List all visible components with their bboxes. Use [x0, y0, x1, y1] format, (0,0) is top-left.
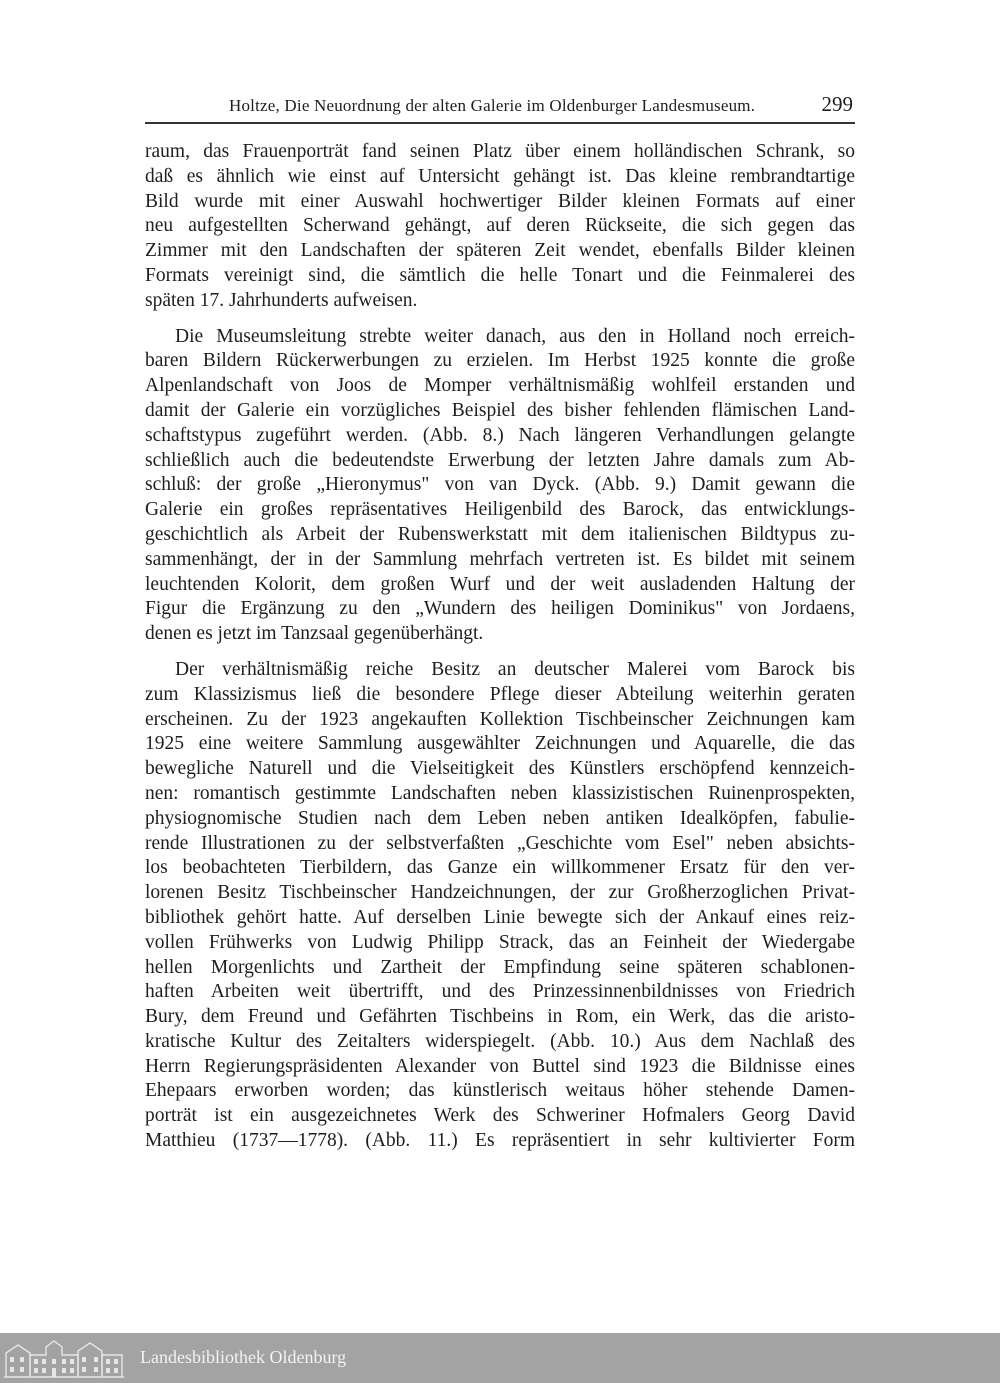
text-line: Der verhältnismäßig reiche Besitz an deutscher Malerei vom Barock bis: [175, 658, 855, 680]
running-header-title: Holtze, Die Neuordnung der alten Galerie im Oldenburger Landesmuseum.: [229, 96, 756, 115]
text-line: schluß: der große „Hieronymus" von van Dyck. (Abb. 9.) Damit gewann die: [145, 474, 855, 496]
text-line: Matthieu (1737—1778). (Abb. 11.) Es repräsentiert in sehr kultivierter Form: [145, 1130, 855, 1152]
text-line: bibliothek gehört hatte. Auf derselben Linie bewegte sich der Ankauf eines reiz-: [145, 906, 855, 928]
text-line: lorenen Besitz Tischbeinscher Handzeichnungen, der zur Großherzoglichen Privat-: [145, 882, 855, 904]
text-line: haften Arbeiten weit übertrifft, und des Prinzessinnenbildnisses von Friedrich: [145, 981, 855, 1003]
text-line: späten 17. Jahrhunderts aufweisen.: [145, 289, 418, 311]
text-line: denen es jetzt im Tanzsaal gegenüberhängt.: [145, 623, 484, 645]
text-line: Herrn Regierungspräsidenten Alexander von Buttel sind 1923 die Bildnisse eines: [145, 1055, 855, 1077]
text-line: kratische Kultur des Zeitalters widerspiegelt. (Abb. 10.) Aus dem Nachlaß des: [145, 1030, 855, 1052]
text-line: schaftstypus zugeführt werden. (Abb. 8.) Nach längeren Verhandlungen gelangte: [145, 424, 855, 446]
paragraph: [145, 140, 855, 314]
page-number: 299: [821, 92, 853, 116]
text-line: baren Bildern Rückerwerbungen zu erzielen. Im Herbst 1925 konnte die große: [145, 350, 855, 372]
text-line: 1925 eine weitere Sammlung ausgewählter Zeichnungen und Aquarelle, die das: [145, 733, 855, 755]
paragraph: [145, 658, 855, 1154]
text-line: Bild wurde mit einer Auswahl hochwertiger Bilder kleinen Formats auf einer: [145, 190, 855, 212]
text-line: zum Klassizismus ließ die besondere Pflege dieser Abteilung weiterhin geraten: [145, 683, 855, 705]
text-line: Die Museumsleitung strebte weiter danach, aus den in Holland noch erreich-: [175, 325, 855, 347]
text-line: Ehepaars erworben worden; das künstlerisch weitaus höher stehende Damen-: [145, 1080, 855, 1102]
paragraph: [145, 325, 855, 647]
text-line: Alpenlandschaft von Joos de Momper verhältnismäßig wohlfeil erstanden und: [145, 375, 855, 397]
text-line: rende Illustrationen zu der selbstverfaßten „Geschichte vom Esel" neben absichts-: [145, 832, 855, 854]
running-header: [145, 92, 855, 124]
text-line: Galerie ein großes repräsentatives Heiligenbild des Barock, das entwicklungs-: [145, 499, 855, 521]
text-line: raum, das Frauenporträt fand seinen Platz über einem holländischen Schrank, so: [145, 141, 855, 162]
text-line: Figur die Ergänzung zu den „Wundern des heiligen Dominikus" von Jordaens,: [145, 598, 855, 620]
text-line: los beobachteten Tierbildern, das Ganze ein willkommener Ersatz für den ver-: [145, 857, 855, 879]
text-line: geschichtlich als Arbeit der Rubenswerkstatt mit dem italienischen Bildtypus zu-: [145, 523, 855, 545]
text-line: erscheinen. Zu der 1923 angekauften Kollektion Tischbeinscher Zeichnungen kam: [145, 708, 855, 730]
text-line: bewegliche Naturell und die Vielseitigkeit des Künstlers erschöpfend kennzeich-: [145, 758, 855, 780]
text-line: damit der Galerie ein vorzügliches Beispiel des bisher fehlenden flämischen Land-: [145, 399, 855, 421]
text-line: hellen Morgenlichts und Zartheit der Empfindung seine späteren schablonen-: [145, 956, 855, 978]
text-line: physiognomische Studien nach dem Leben neben antiken Idealköpfen, fabulie-: [145, 807, 855, 829]
text-line: schließlich auch die bedeutendste Erwerbung der letzten Jahre damals zum Ab-: [145, 449, 855, 471]
footer-label: Landesbibliothek Oldenburg: [140, 1347, 347, 1367]
text-line: porträt ist ein ausgezeichnetes Werk des Schweriner Hofmalers Georg David: [145, 1105, 855, 1127]
text-line: sammenhängt, der in der Sammlung mehrfach vertreten ist. Es bildet mit seinem: [145, 548, 855, 570]
library-building-icon: [4, 1339, 124, 1379]
footer-bar: [0, 1333, 1000, 1383]
article-body: [145, 140, 855, 1154]
text-line: leuchtenden Kolorit, dem großen Wurf und der weit ausladenden Haltung der: [145, 573, 855, 595]
text-line: daß es ähnlich wie einst auf Untersicht gehängt ist. Das kleine rembrandtartige: [145, 165, 855, 187]
text-line: neu aufgestellten Scherwand gehängt, auf deren Rückseite, die sich gegen das: [145, 215, 855, 237]
text-line: vollen Frühwerks von Ludwig Philipp Strack, das an Feinheit der Wiedergabe: [145, 931, 855, 953]
text-line: Formats vereinigt sind, die sämtlich die helle Tonart und die Feinmalerei des: [145, 264, 855, 286]
text-line: Bury, dem Freund und Gefährten Tischbeins in Rom, ein Werk, das die aristo-: [145, 1006, 855, 1028]
text-line: Zimmer mit den Landschaften der späteren Zeit wendet, ebenfalls Bilder kleinen: [145, 240, 855, 262]
text-line: nen: romantisch gestimmte Landschaften neben klassizistischen Ruinenprospekten,: [145, 782, 855, 804]
